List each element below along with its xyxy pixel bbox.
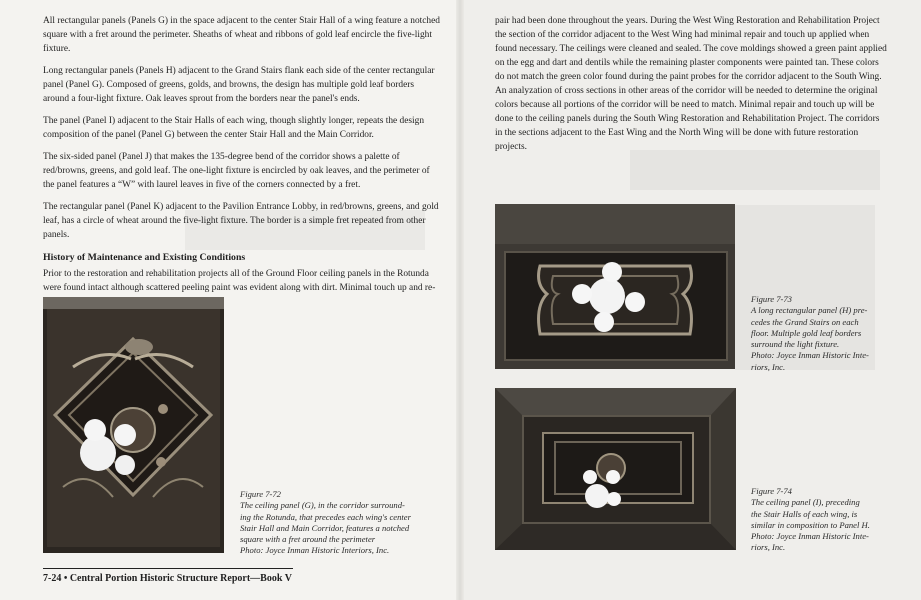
footer-rule — [43, 568, 293, 569]
panel-h-illustration — [495, 204, 735, 369]
paragraph-panel-k: The rectangular panel (Panel K) adjacent to the Pavilion Entrance Lobby, in red/browns, greens, and gold leaf, has a circle of wheat around the five-light fixture. The border is a simple fret repeated from other panels. — [43, 202, 439, 240]
figure-7-73-caption — [751, 294, 886, 373]
panel-g-illustration — [43, 297, 224, 553]
paragraph-maintenance: Prior to the restoration and rehabilitation projects all of the Ground Floor ceiling panels in the Rotunda were found intact although scattered peeling paint was evident along with dirt. Minimal touch up and re- — [43, 269, 436, 293]
caption-photo-credit: Photo: Joyce Inman Historic Interiors, Inc. — [240, 545, 390, 556]
book-gutter — [456, 0, 464, 600]
page-footer: 7-24 • Central Portion Historic Structure Report—Book V — [43, 573, 292, 584]
figure-7-74-photo — [495, 388, 736, 550]
caption-line: square with a fret around the perimeter — [240, 534, 376, 545]
caption-line: riors, Inc. — [751, 361, 786, 372]
paragraph-panel-h: Long rectangular panels (Panels H) adjacent to the Grand Stairs flank each side of the center rectangular panel (Panel G). Composed of greens, golds, and browns, the design has multiple gold leaf borders around a four-light fixture. Oak leaves sprout from the borders near the panel's ends. — [43, 66, 435, 104]
section-heading: History of Maintenance and Existing Conditions — [43, 252, 246, 263]
caption-line: The ceiling panel (I), preceding — [751, 497, 860, 508]
left-body-text — [43, 14, 441, 295]
caption-line: ing the Rotunda, that precedes each wing's center — [240, 511, 411, 522]
figure-7-72-label: Figure 7-72 — [240, 489, 281, 499]
caption-line: cedes the Grand Stairs on each — [751, 316, 859, 327]
paragraph-continued: pair had been done throughout the years. During the West Wing Restoration and Rehabilitation Project the section of the corridor adjacent to the West Wing had minimal repair and touch up applied when found necessary. The ceilings were cleaned and sealed. The cove moldings showed a green paint applied on the egg and dart and dentils while the remaining plaster components were painted tan. These colors do not match the green color found during the paint probes for the corridor adjacent to the South Wing. An analyzation of cross sections in other areas of the corridor will be needed to determine the original colors because all portions of the corridor will be need to match. Minimal repair and touch up will be done to the ceiling panels during the South Wing Restoration and Rehabilitation Project. The corridors in the sections adjacent to the East Wing and the North Wing will be done with future restoration projects. — [495, 16, 887, 152]
caption-line: A long rectangular panel (H) pre- — [751, 305, 868, 316]
figure-7-72-photo — [43, 297, 224, 553]
figure-7-73-photo — [495, 204, 735, 369]
right-body-text — [495, 14, 887, 154]
paragraph-panel-g: All rectangular panels (Panels G) in the space adjacent to the center Stair Hall of a wing feature a notched square with a fret around the perimeter. Sheaths of wheat and ribbons of gold leaf encircle the five-light fixture. — [43, 16, 440, 54]
figure-7-73-label: Figure 7-73 — [751, 294, 792, 304]
caption-photo-credit: Photo: Joyce Inman Historic Inte- — [751, 350, 869, 361]
paragraph-panel-i: The panel (Panel I) adjacent to the Stair Halls of each wing, though slightly longer, repeats the design composition of the panel (Panel G) between the center Stair Hall and the Main Corridor. — [43, 116, 425, 140]
bleed-through-right-1 — [630, 150, 880, 190]
caption-line: floor. Multiple gold leaf borders — [751, 327, 862, 338]
caption-line: surround the light fixture. — [751, 339, 840, 350]
caption-line: riors, Inc. — [751, 542, 786, 553]
panel-i-illustration — [495, 388, 736, 550]
caption-line: similar in composition to Panel H. — [751, 519, 870, 530]
figure-7-74-label: Figure 7-74 — [751, 486, 792, 496]
caption-photo-credit: Photo: Joyce Inman Historic Inte- — [751, 531, 869, 542]
paragraph-panel-j: The six-sided panel (Panel J) that makes the 135-degree bend of the corridor shows a palette of red/browns, greens, and gold leaf. The one-light fixture is encircled by oak leaves, and the perimeter of the panel features a “W” with laurel leaves in five of the corners connected by a fret. — [43, 152, 430, 190]
figure-7-74-caption — [751, 486, 886, 554]
caption-line: the Stair Halls of each wing, is — [751, 508, 858, 519]
figure-7-72-caption — [240, 489, 450, 557]
caption-line: The ceiling panel (G), in the corridor surround- — [240, 500, 405, 511]
caption-line: Stair Hall and Main Corridor, features a notched — [240, 522, 410, 533]
